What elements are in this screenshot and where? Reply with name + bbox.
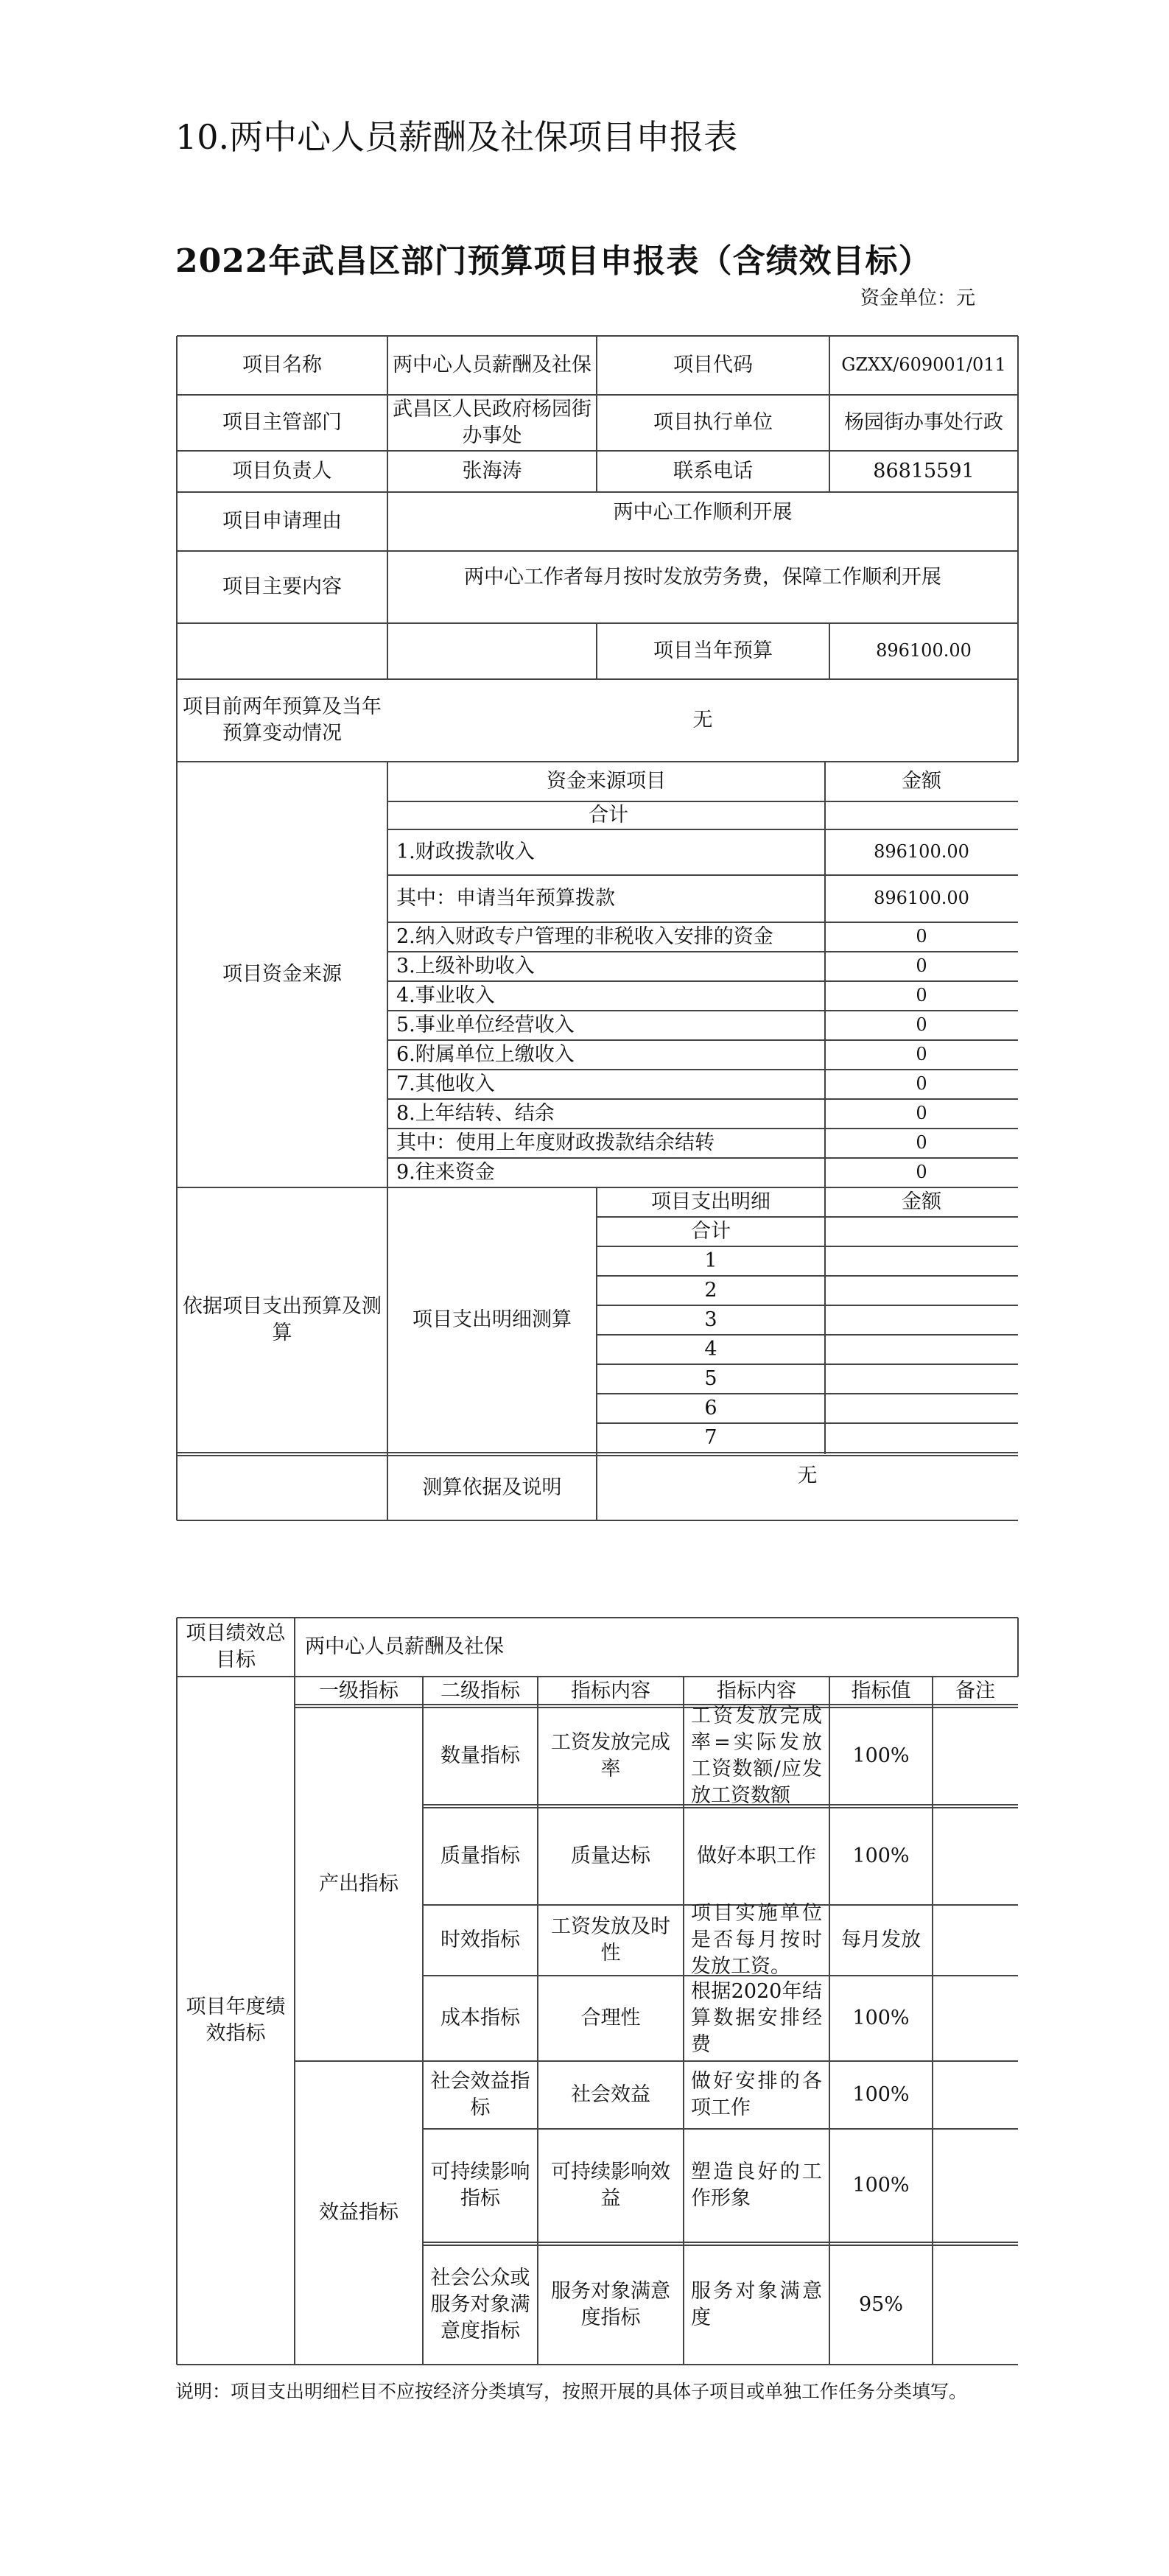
funding-row-amount: 0 (916, 985, 927, 1006)
indicator-value: 每月发放 (841, 1929, 921, 1952)
funding-row-item: 9.往来资金 (396, 1161, 495, 1185)
indicator-content-a: 质量达标 (571, 1845, 650, 1868)
expense-row-item: 5 (704, 1367, 717, 1391)
executing-unit-value: 杨园街办事处行政 (844, 411, 1003, 435)
main-content-label: 项目主要内容 (222, 575, 342, 599)
indicator-value: 100% (852, 1845, 910, 1868)
indicator-content-b: 服务对象满意度 (691, 2280, 822, 2329)
expense-col-amount: 金额 (902, 1190, 941, 1214)
project-code-label: 项目代码 (673, 354, 753, 377)
funding-row-amount: 0 (916, 1162, 927, 1183)
expense-row-item: 3 (704, 1308, 717, 1332)
project-owner-value: 张海涛 (462, 460, 522, 483)
basis-value: 无 (797, 1464, 818, 1487)
annual-budget-label: 项目当年预算 (653, 639, 773, 663)
funding-row-amount: 0 (916, 955, 927, 977)
overall-goal-value: 两中心人员薪酬及社保 (305, 1635, 504, 1659)
funding-row-item: 1.财政拨款收入 (396, 840, 535, 864)
level2-indicator: 质量指标 (440, 1845, 520, 1868)
annual-indicators-label: 项目年度绩效指标 (186, 1996, 286, 2045)
indicator-content-a: 可持续影响效益 (551, 2161, 670, 2210)
level2-indicator: 数量指标 (440, 1744, 520, 1768)
indicator-content-b: 项目实施单位是否每月按时发放工资。 (691, 1902, 822, 1978)
budget-change-value: 无 (692, 709, 713, 732)
expense-row-item: 1 (704, 1249, 717, 1273)
funding-row-item: 合计 (589, 804, 628, 827)
indicator-value: 95% (858, 2293, 903, 2317)
expense-estimate-label: 依据项目支出预算及测算 (183, 1295, 382, 1344)
project-name-value: 两中心人员薪酬及社保 (393, 354, 591, 377)
level2-indicator: 成本指标 (440, 2007, 520, 2030)
indicator-content-b: 工资发放完成率=实际发放工资数额/应发放工资数额 (691, 1705, 822, 1807)
funding-row-item: 4.事业收入 (396, 984, 495, 1008)
level2-indicator: 社会公众或服务对象满意度指标 (430, 2267, 530, 2342)
level2-indicator: 时效指标 (440, 1929, 520, 1952)
funding-row-item: 5.事业单位经营收入 (396, 1014, 575, 1037)
project-owner-label: 项目负责人 (232, 460, 332, 483)
header-remark: 备注 (955, 1680, 995, 1703)
application-reason-label: 项目申请理由 (222, 510, 342, 533)
level1-benefit-indicator: 效益指标 (319, 2201, 399, 2225)
indicator-value: 100% (852, 2007, 910, 2030)
executing-unit-label: 项目执行单位 (653, 411, 773, 435)
footnote: 说明：项目支出明细栏目不应按经济分类填写，按照开展的具体子项目或单独工作任务分类填写。 (175, 2381, 968, 2402)
funding-col-amount: 金额 (902, 770, 941, 793)
budget-change-label: 项目前两年预算及当年预算变动情况 (183, 695, 382, 745)
indicator-value: 100% (852, 1744, 910, 1768)
funding-row-item: 7.其他收入 (396, 1073, 495, 1096)
expense-row-item: 2 (704, 1279, 717, 1302)
currency-unit: 资金单位：元 (860, 287, 976, 309)
level1-output-indicator: 产出指标 (319, 1873, 399, 1896)
expense-row-item: 4 (704, 1338, 717, 1361)
project-name-label: 项目名称 (242, 354, 322, 377)
header-level1: 一级指标 (319, 1680, 399, 1703)
funding-row-amount: 896100.00 (874, 841, 969, 863)
funding-source-label: 项目资金来源 (222, 963, 342, 986)
funding-row-item: 6.附属单位上缴收入 (396, 1043, 575, 1067)
expense-row-item: 合计 (691, 1220, 731, 1243)
header-level2: 二级指标 (440, 1680, 520, 1703)
phone-label: 联系电话 (673, 460, 753, 483)
indicator-content-a: 服务对象满意度指标 (551, 2280, 670, 2329)
header-content-a: 指标内容 (571, 1680, 650, 1703)
basis-label: 测算依据及说明 (422, 1476, 562, 1500)
funding-row-amount: 0 (916, 1073, 927, 1095)
indicator-content-b: 根据2020年结算数据安排经费 (691, 1980, 822, 2056)
supervising-dept-value: 武昌区人民政府杨园街办事处 (393, 398, 591, 447)
funding-row-item: 8.上年结转、结余 (396, 1102, 555, 1126)
indicator-content-a: 合理性 (580, 2007, 641, 2030)
overall-goal-label: 项目绩效总目标 (186, 1622, 286, 1671)
project-code-value: GZXX/609001/011 (841, 354, 1006, 376)
expense-detail-estimate-label: 项目支出明细测算 (413, 1308, 572, 1332)
funding-row-amount: 0 (916, 1014, 927, 1036)
funding-col-source: 资金来源项目 (547, 770, 666, 793)
indicator-content-a: 工资发放及时性 (551, 1915, 670, 1965)
funding-row-amount: 0 (916, 1132, 927, 1154)
funding-row-amount (825, 801, 1018, 829)
funding-row-amount: 0 (916, 1044, 927, 1065)
level2-indicator: 社会效益指标 (430, 2070, 530, 2119)
indicator-content-b: 塑造良好的工作形象 (691, 2161, 822, 2210)
indicator-value: 100% (852, 2174, 910, 2197)
indicator-value: 100% (852, 2083, 910, 2107)
funding-row-item: 3.上级补助收入 (396, 955, 535, 978)
expense-row-item: 7 (704, 1426, 717, 1450)
document-title: 10.两中心人员薪酬及社保项目申报表 (175, 117, 738, 157)
main-content-value: 两中心工作者每月按时发放劳务费，保障工作顺利开展 (464, 566, 941, 589)
funding-row-item: 2.纳入财政专户管理的非税收入安排的资金 (396, 925, 773, 949)
indicator-content-b: 做好安排的各项工作 (691, 2070, 822, 2119)
funding-row-amount: 0 (916, 926, 927, 947)
funding-row-item: 其中：申请当年预算拨款 (396, 887, 615, 910)
indicator-content-a: 工资发放完成率 (551, 1731, 670, 1780)
header-content-b: 指标内容 (717, 1680, 796, 1703)
application-reason-value: 两中心工作顺利开展 (613, 501, 793, 524)
phone-value: 86815591 (873, 460, 975, 483)
header-value: 指标值 (851, 1680, 911, 1703)
annual-budget-value: 896100.00 (876, 640, 972, 661)
funding-row-amount: 0 (916, 1103, 927, 1124)
supervising-dept-label: 项目主管部门 (222, 411, 342, 435)
level2-indicator: 可持续影响指标 (430, 2161, 530, 2210)
indicator-content-a: 社会效益 (571, 2083, 650, 2107)
expense-row-item: 6 (704, 1397, 717, 1420)
funding-row-amount: 896100.00 (874, 888, 969, 909)
indicator-content-b: 做好本职工作 (697, 1845, 816, 1868)
form-title: 2022年武昌区部门预算项目申报表（含绩效目标） (175, 242, 932, 280)
funding-row-item: 其中：使用上年度财政拨款结余结转 (396, 1131, 715, 1155)
expense-col-detail: 项目支出明细 (651, 1190, 770, 1214)
